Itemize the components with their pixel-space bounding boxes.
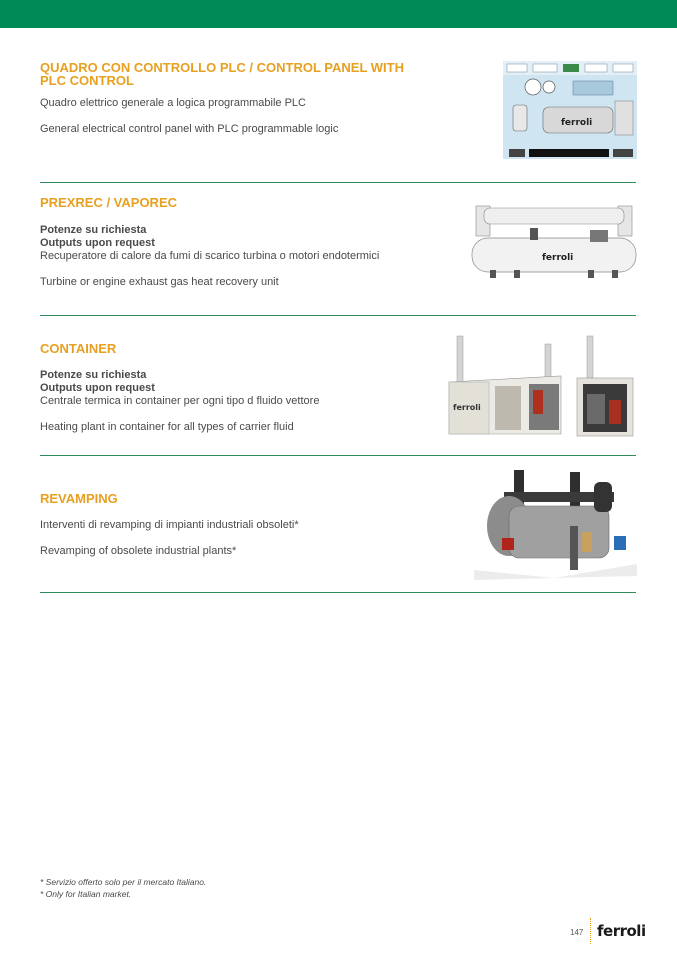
outputs-it: Potenze su richiesta [40,369,147,381]
footnote-en: * Only for Italian market. [40,889,132,899]
section-divider [40,315,636,316]
unit-logo-text: ferroli [542,253,574,263]
footnote-it: * Servizio offerto solo per il mercato Italiano. [40,877,207,887]
section-divider [40,182,636,183]
container-image-exterior [445,334,565,438]
revamping-boiler-image [474,466,637,580]
description-it: Interventi di revamping di impianti industriali obsoleti* [40,519,299,531]
plc-panel-image [503,61,637,159]
section-title: QUADRO CON CONTROLLO PLC / CONTROL PANEL WITH PLC CONTROL [40,60,404,88]
outputs-en: Outputs upon request [40,237,155,249]
section-divider [40,455,636,456]
section-title: CONTAINER [40,341,117,356]
description-en: Turbine or engine exhaust gas heat recovery unit [40,276,279,288]
footer-separator [590,918,592,944]
outputs-it: Potenze su richiesta [40,224,147,236]
description-it: Centrale termica in container per ogni tipo d fluido vettore [40,395,320,407]
container-logo-text: ferroli [453,403,481,412]
description-en: Heating plant in container for all types of carrier fluid [40,421,294,433]
description-en: General electrical control panel with PLC programmable logic [40,123,339,135]
container-image-open [575,334,637,438]
panel-logo-text: ferroli [561,118,593,128]
page-number: 147 [570,928,584,937]
section-title: PREXREC / VAPOREC [40,195,178,210]
outputs-en: Outputs upon request [40,382,155,394]
description-it: Quadro elettrico generale a logica programmabile PLC [40,97,306,109]
ferroli-logo [597,922,646,940]
section-title: REVAMPING [40,491,118,506]
brand-wordmark: ferroli [597,922,646,940]
description-en: Revamping of obsolete industrial plants* [40,545,237,557]
heat-recovery-unit-image [470,200,638,280]
top-color-bar [0,0,677,28]
description-it: Recuperatore di calore da fumi di scarico turbina o motori endotermici [40,250,380,262]
section-divider [40,592,636,593]
